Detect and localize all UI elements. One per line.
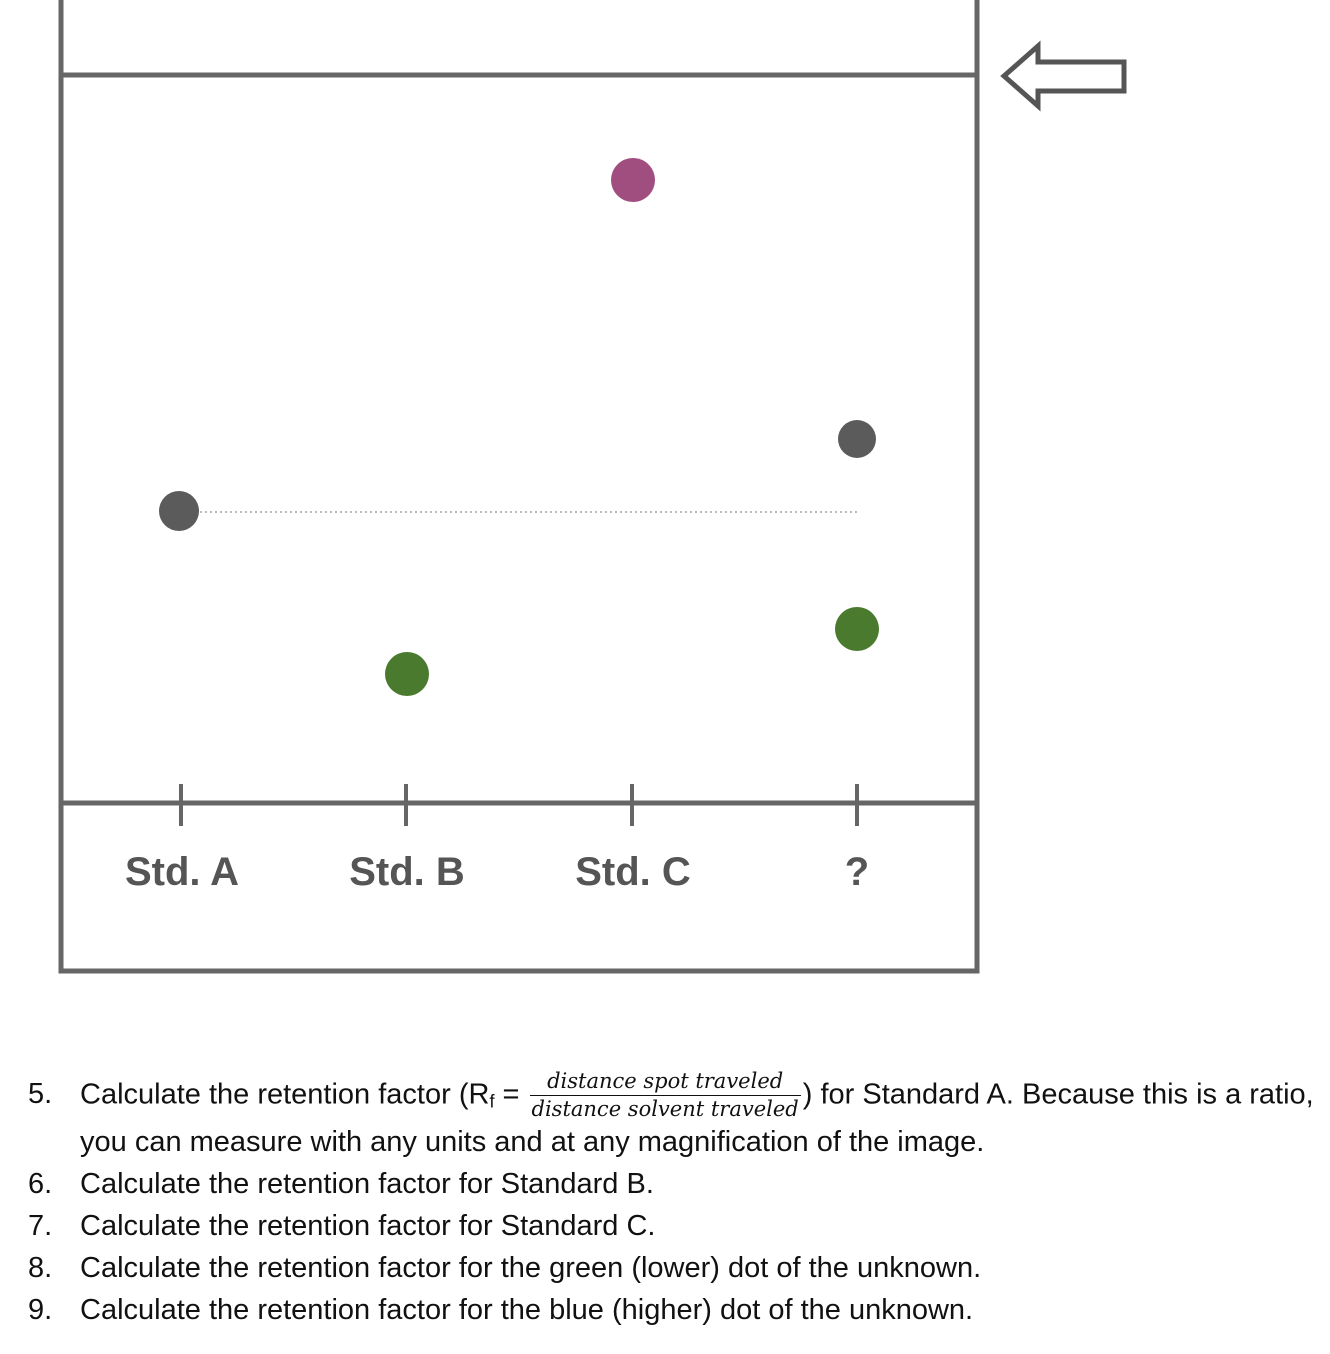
question-6	[28, 1163, 1323, 1205]
question-5	[28, 1070, 1323, 1163]
question-number: 7.	[28, 1210, 53, 1243]
question-text: Calculate the retention factor for Standard B.	[80, 1168, 654, 1201]
spot-std-a-gray	[159, 491, 199, 531]
equals-sign: =	[494, 1078, 528, 1111]
rf-fraction	[530, 1070, 801, 1121]
lane-label-std-a: Std. A	[124, 850, 240, 894]
question-number: 5.	[28, 1078, 53, 1111]
question-text-before: Calculate the retention factor (R	[80, 1078, 490, 1111]
plate-outline	[61, 0, 977, 971]
lane-label-unknown: ?	[844, 850, 870, 894]
question-number: 9.	[28, 1294, 53, 1327]
lane-label-std-b: Std. B	[349, 850, 465, 894]
question-text: Calculate the retention factor for the blue (higher) dot of the unknown.	[80, 1294, 974, 1327]
question-text-after: ) for Standard A. Because this is a ratio, you can measure with any units and at any magnification of the image.	[80, 1078, 1314, 1159]
question-text	[80, 1070, 1323, 1163]
question-list	[28, 1070, 1323, 1331]
fraction-numerator: distance spot traveled	[530, 1070, 801, 1096]
lane-label-std-c: Std. C	[575, 850, 691, 894]
question-8	[28, 1247, 1323, 1289]
subscript-f: f	[489, 1091, 495, 1112]
spot-unknown-gray	[838, 420, 876, 458]
spot-std-c-magenta	[611, 158, 655, 202]
fraction-denominator: distance solvent traveled	[531, 1097, 799, 1122]
question-number: 8.	[28, 1252, 53, 1285]
question-7	[28, 1205, 1323, 1247]
question-9	[28, 1289, 1323, 1331]
question-number: 6.	[28, 1168, 53, 1201]
spot-std-b-green	[385, 652, 429, 696]
question-text: Calculate the retention factor for the green (lower) dot of the unknown.	[80, 1252, 982, 1285]
question-text: Calculate the retention factor for Standard C.	[80, 1210, 656, 1243]
arrow-left-icon	[1004, 46, 1124, 106]
spot-unknown-green	[835, 607, 879, 651]
